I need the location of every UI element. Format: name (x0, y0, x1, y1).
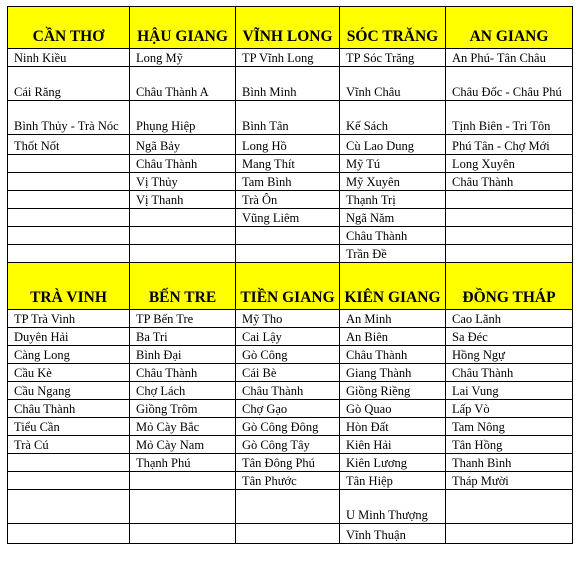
district-cell (8, 472, 130, 490)
district-cell: Cầu Kè (8, 364, 130, 382)
district-cell (130, 209, 236, 227)
province-header-tra-vinh: TRÀ VINH (8, 263, 130, 310)
district-cell: An Biên (340, 328, 446, 346)
district-cell: Long Xuyên (446, 155, 573, 173)
district-cell: Long Mỹ (130, 49, 236, 67)
district-cell: Cái Răng (8, 67, 130, 101)
district-cell: Tân Đông Phú (236, 454, 340, 472)
district-cell (130, 472, 236, 490)
table-row (8, 328, 573, 346)
table-row (8, 454, 573, 472)
district-cell: Vũng Liêm (236, 209, 340, 227)
province-header-an-giang: AN GIANG (446, 7, 573, 49)
district-cell: Cầu Ngang (8, 382, 130, 400)
district-cell: U Minh Thượng (340, 490, 446, 524)
district-cell: Ngã Năm (340, 209, 446, 227)
district-cell (236, 245, 340, 263)
district-cell (446, 191, 573, 209)
district-cell: Tân Phước (236, 472, 340, 490)
table-row (8, 209, 573, 227)
district-cell: Lấp Vò (446, 400, 573, 418)
district-cell: Kiên Lương (340, 454, 446, 472)
district-cell: Thanh Bình (446, 454, 573, 472)
district-cell: TP Sóc Trăng (340, 49, 446, 67)
district-cell: Mỹ Tú (340, 155, 446, 173)
district-cell: Sa Đéc (446, 328, 573, 346)
district-cell: TP Trà Vinh (8, 310, 130, 328)
province-header-hau-giang: HẬU GIANG (130, 7, 236, 49)
district-cell: Châu Thành (446, 364, 573, 382)
header-row-bottom (8, 263, 573, 310)
province-header-soc-trang: SÓC TRĂNG (340, 7, 446, 49)
district-cell (446, 227, 573, 245)
province-header-vinh-long: VĨNH LONG (236, 7, 340, 49)
district-cell (446, 209, 573, 227)
district-cell: Ba Tri (130, 328, 236, 346)
district-cell: Châu Thành A (130, 67, 236, 101)
district-cell (236, 227, 340, 245)
district-cell: Phụng Hiệp (130, 101, 236, 135)
district-cell: Bình Minh (236, 67, 340, 101)
district-cell (8, 227, 130, 245)
table-row (8, 400, 573, 418)
district-cell: TP Vĩnh Long (236, 49, 340, 67)
district-cell: Vĩnh Thuận (340, 524, 446, 544)
district-cell (8, 245, 130, 263)
district-cell: Bình Đại (130, 346, 236, 364)
province-header-can-tho: CẦN THƠ (8, 7, 130, 49)
district-cell (130, 245, 236, 263)
district-cell: An Minh (340, 310, 446, 328)
district-cell (236, 524, 340, 544)
district-cell: Giồng Trôm (130, 400, 236, 418)
district-cell (130, 524, 236, 544)
district-cell: Chợ Gạo (236, 400, 340, 418)
district-cell (8, 209, 130, 227)
district-cell: Châu Thành (446, 173, 573, 191)
district-cell (8, 454, 130, 472)
table-row (8, 364, 573, 382)
district-cell: Kiên Hải (340, 436, 446, 454)
district-cell: Trần Đề (340, 245, 446, 263)
district-cell: Tháp Mười (446, 472, 573, 490)
district-cell: Ngã Bảy (130, 135, 236, 155)
district-cell: Châu Thành (130, 364, 236, 382)
district-cell: Bình Thủy - Trà Nóc (8, 101, 130, 135)
table-row (8, 173, 573, 191)
province-district-table (7, 6, 573, 544)
table-row (8, 418, 573, 436)
table-row (8, 310, 573, 328)
district-cell: Cao Lãnh (446, 310, 573, 328)
district-cell: Mang Thít (236, 155, 340, 173)
header-row-top (8, 7, 573, 49)
table-row (8, 101, 573, 135)
district-cell: Thốt Nốt (8, 135, 130, 155)
table-row (8, 382, 573, 400)
district-cell: Bình Tân (236, 101, 340, 135)
table-row (8, 135, 573, 155)
district-cell: Ninh Kiều (8, 49, 130, 67)
district-cell: Trà Ôn (236, 191, 340, 209)
district-cell (130, 490, 236, 524)
district-cell: TP Bến Tre (130, 310, 236, 328)
district-cell: Chợ Lách (130, 382, 236, 400)
district-cell: Châu Thành (8, 400, 130, 418)
table-row (8, 227, 573, 245)
district-cell (8, 173, 130, 191)
district-cell: Mỹ Tho (236, 310, 340, 328)
district-cell: Mỏ Cày Nam (130, 436, 236, 454)
district-cell: Cù Lao Dung (340, 135, 446, 155)
district-cell: Vị Thanh (130, 191, 236, 209)
table-row (8, 155, 573, 173)
district-cell: Gò Công Tây (236, 436, 340, 454)
table-row (8, 67, 573, 101)
district-cell: Cai Lậy (236, 328, 340, 346)
district-cell (8, 191, 130, 209)
district-cell (446, 524, 573, 544)
district-cell: Kế Sách (340, 101, 446, 135)
district-cell: Lai Vung (446, 382, 573, 400)
district-cell: Phú Tân - Chợ Mới (446, 135, 573, 155)
district-cell (236, 490, 340, 524)
district-cell: Thạnh Phú (130, 454, 236, 472)
district-cell: Hồng Ngự (446, 346, 573, 364)
district-cell: Vĩnh Châu (340, 67, 446, 101)
district-cell: Vị Thủy (130, 173, 236, 191)
district-cell (8, 524, 130, 544)
district-cell: Duyên Hải (8, 328, 130, 346)
district-cell: Châu Thành (340, 227, 446, 245)
table-row (8, 191, 573, 209)
district-cell: Tiểu Cần (8, 418, 130, 436)
district-cell: Châu Thành (340, 346, 446, 364)
district-cell: Trà Cú (8, 436, 130, 454)
district-cell: Mỏ Cày Bắc (130, 418, 236, 436)
table-row (8, 49, 573, 67)
district-cell: Càng Long (8, 346, 130, 364)
district-cell (130, 227, 236, 245)
district-cell (8, 155, 130, 173)
district-cell: Gò Quao (340, 400, 446, 418)
district-cell: Giồng Riềng (340, 382, 446, 400)
district-cell: Tam Nông (446, 418, 573, 436)
district-cell: Gò Công (236, 346, 340, 364)
district-cell: Thạnh Trị (340, 191, 446, 209)
table-row (8, 490, 573, 524)
district-cell: Tam Bình (236, 173, 340, 191)
district-cell: Mỹ Xuyên (340, 173, 446, 191)
district-cell (8, 490, 130, 524)
district-cell: Giang Thành (340, 364, 446, 382)
district-cell (446, 490, 573, 524)
table-row (8, 346, 573, 364)
district-cell: Tịnh Biên - Tri Tôn (446, 101, 573, 135)
district-cell: Châu Thành (236, 382, 340, 400)
table-row (8, 436, 573, 454)
table-row (8, 524, 573, 544)
province-header-ben-tre: BẾN TRE (130, 263, 236, 310)
district-cell: Tân Hồng (446, 436, 573, 454)
district-cell: Châu Đốc - Châu Phú (446, 67, 573, 101)
province-header-tien-giang: TIỀN GIANG (236, 263, 340, 310)
district-cell: An Phú- Tân Châu (446, 49, 573, 67)
district-cell (446, 245, 573, 263)
district-cell: Gò Công Đông (236, 418, 340, 436)
district-cell: Tân Hiệp (340, 472, 446, 490)
table-row (8, 472, 573, 490)
district-cell: Châu Thành (130, 155, 236, 173)
province-header-kien-giang: KIÊN GIANG (340, 263, 446, 310)
table-row (8, 245, 573, 263)
district-cell: Long Hồ (236, 135, 340, 155)
district-cell: Cái Bè (236, 364, 340, 382)
district-cell: Hòn Đất (340, 418, 446, 436)
province-header-dong-thap: ĐỒNG THÁP (446, 263, 573, 310)
